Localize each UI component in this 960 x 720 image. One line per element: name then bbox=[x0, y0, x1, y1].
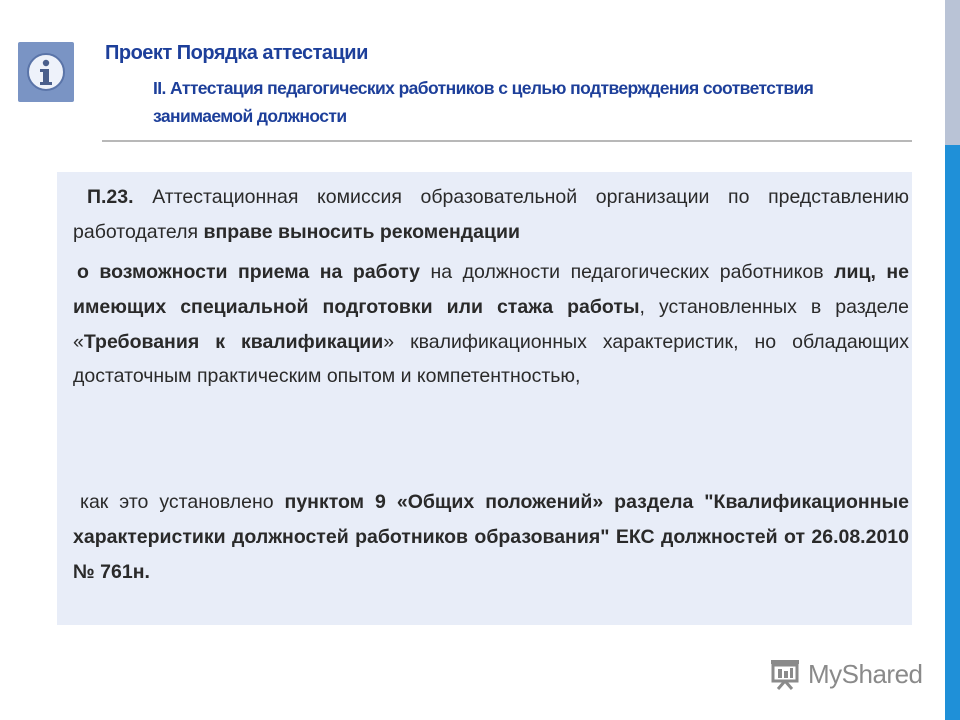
myshared-logo bbox=[768, 654, 923, 694]
paragraph-2-emphasis-3: Требования к квалификации bbox=[83, 330, 384, 353]
header-divider bbox=[102, 140, 912, 142]
paragraph-2-text-1: на должности педагогических работников bbox=[420, 261, 835, 283]
info-icon bbox=[18, 42, 74, 102]
paragraph-2-text-3: » квалификационных характеристик, но обладающих достаточным практическим опытом и компетентностью, bbox=[73, 330, 909, 388]
paragraph-1 bbox=[73, 180, 909, 250]
presentation-board-icon bbox=[768, 657, 802, 691]
paragraph-2-emphasis-2: лиц, не имеющих специальной подготовки или стажа работы bbox=[73, 261, 909, 318]
paragraph-3 bbox=[73, 485, 909, 589]
slide-title: Проект Порядка аттестации bbox=[105, 42, 368, 64]
paragraph-1-emphasis: вправе выносить рекомендации bbox=[203, 220, 520, 243]
clause-number: П.23. bbox=[87, 186, 134, 208]
paragraph-3-text: как это установлено bbox=[80, 491, 285, 513]
info-circle-icon bbox=[26, 52, 66, 92]
paragraph-2 bbox=[73, 255, 909, 394]
logo-text bbox=[808, 659, 923, 690]
paragraph-3-emphasis: пунктом 9 «Общих положений» раздела "Квалификационные характеристики должностей работников образования" ЕКС должностей от 26.08.2010 № 761н. bbox=[73, 491, 909, 583]
accent-bar-top bbox=[945, 0, 960, 145]
paragraph-2-text-2: , установленных в разделе « bbox=[73, 295, 910, 353]
logo-text-shared: Shared bbox=[841, 658, 923, 689]
logo-text-my: My bbox=[808, 658, 842, 689]
slide-subtitle: II. Аттестация педагогических работников с целью подтверждения соответствия занимаемой должности bbox=[153, 78, 814, 126]
paragraph-2-emphasis-1: о возможности приема на работу bbox=[77, 261, 421, 283]
accent-bar bbox=[945, 145, 960, 720]
paragraph-1-text: Аттестационная комиссия образовательной организации по представлению работодателя bbox=[73, 186, 909, 243]
